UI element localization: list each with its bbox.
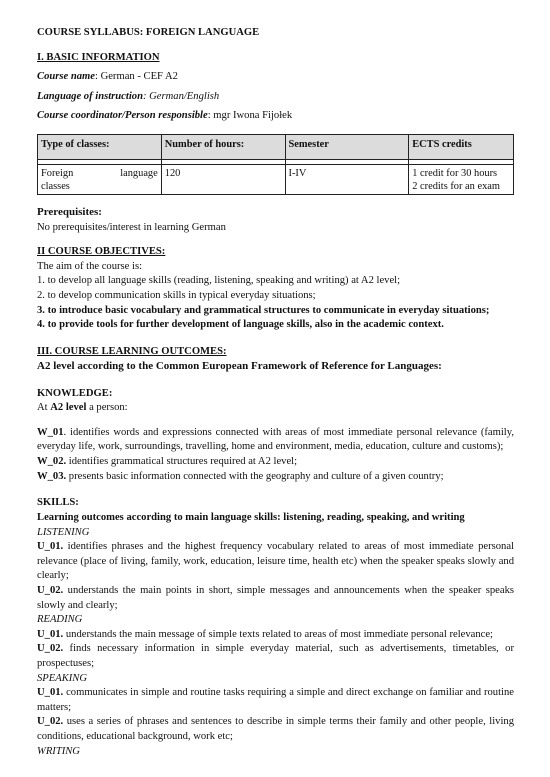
listening-outcome-item: U_01. identifies phrases and the highest frequency vocabulary related to areas of most immediate personal relevance (place of living, family, work, education, leisure time, health etc) when the speaker speaks slowly and clearly; xyxy=(37,541,514,582)
skills-heading: SKILLS: xyxy=(37,497,79,509)
prerequisites-text: No prerequisites/interest in learning German xyxy=(37,221,226,233)
knowledge-heading: KNOWLEDGE: xyxy=(37,387,113,399)
knowledge-intro: At A2 level a person: xyxy=(37,402,128,414)
objectives-section xyxy=(37,245,514,333)
writing-label: WRITING xyxy=(37,745,80,757)
knowledge-outcome-item: W_02. identifies grammatical structures required at A2 level; xyxy=(37,456,298,468)
skills-section xyxy=(37,496,514,759)
basic-information-section xyxy=(37,51,514,124)
speaking-outcome-item: U_02. uses a series of phrases and sentences to describe in simple terms their family and other people, living conditions, educational background, work etc; xyxy=(37,716,514,743)
listening-outcome-item: U_02. understands the main points in short, simple messages and announcements when the speaker speaks slowly and clearly; xyxy=(37,584,514,611)
course-name-value: : German - CEF A2 xyxy=(94,71,178,83)
reading-outcome-item: U_02. finds necessary information in simple everyday material, such as advertisements, timetables, or prospectuses; xyxy=(37,643,514,669)
coordinator-value: : mgr Iwona Fijołek xyxy=(207,110,293,122)
cell-semester: I-IV xyxy=(285,165,409,195)
course-info-table xyxy=(37,134,514,195)
listening-label: LISTENING xyxy=(37,526,90,538)
reading-label: READING xyxy=(37,614,83,626)
document-title: COURSE SYLLABUS: FOREIGN LANGUAGE xyxy=(37,27,260,38)
coordinator-row: Course coordinator/Person responsible: mgr Iwona Fijołek xyxy=(37,110,293,122)
basic-information-heading: I. BASIC INFORMATION xyxy=(37,51,160,63)
cell-number-of-hours: 120 xyxy=(161,165,285,195)
header-semester: Semester xyxy=(285,135,409,160)
objective-item: 2. to develop communication skills in typical everyday situations; xyxy=(37,290,316,302)
reading-outcome-item: U_01. understands the main message of simple texts related to areas of most immediate personal relevance; xyxy=(37,628,493,640)
cell-ects-credits: 1 credit for 30 hours 2 credits for an exam xyxy=(409,165,514,195)
header-number-of-hours: Number of hours: xyxy=(161,135,285,160)
objectives-intro: The aim of the course is: xyxy=(37,260,143,272)
skills-subheading: Learning outcomes according to main language skills: listening, reading, speaking, and writing xyxy=(37,511,465,523)
header-ects-credits: ECTS credits xyxy=(409,135,514,160)
outcomes-section xyxy=(37,345,514,375)
instruction-language-value: : German/English xyxy=(142,90,220,102)
objective-item: 4. to provide tools for further development of language skills, also in the academic context. xyxy=(37,319,444,331)
prerequisites-section xyxy=(37,205,514,235)
table-row xyxy=(38,165,514,195)
header-type-of-classes: Type of classes: xyxy=(38,135,162,160)
knowledge-outcome-item: W_01. identifies words and expressions connected with areas of most immediate personal relevance (family, everyday life, work, surroundings, travelling, home and environment, media, education, culture and customs); xyxy=(37,426,514,453)
instruction-language-row: Language of instruction: German/English xyxy=(37,90,220,102)
speaking-label: SPEAKING xyxy=(37,672,88,684)
objective-item: 1. to develop all language skills (reading, listening, speaking and writing) at A2 level; xyxy=(37,275,401,287)
outcomes-subheading: A2 level according to the Common European Framework of Reference for Languages: xyxy=(37,360,442,373)
knowledge-outcome-item: W_03. presents basic information connected with the geography and culture of a given country; xyxy=(37,470,444,482)
course-name-row: Course name: German - CEF A2 xyxy=(37,71,178,83)
outcomes-heading: III. COURSE LEARNING OUTCOMES: xyxy=(37,345,227,357)
objective-item: 3. to introduce basic vocabulary and grammatical structures to communicate in everyday situations; xyxy=(37,304,490,316)
prerequisites-heading: Prerequisites: xyxy=(37,206,102,219)
speaking-outcome-item: U_01. communicates in simple and routine tasks requiring a simple and direct exchange on familiar and routine matters; xyxy=(37,687,514,713)
cell-type-of-classes: Foreign language classes xyxy=(38,165,162,195)
knowledge-section xyxy=(37,387,514,485)
objectives-heading: II COURSE OBJECTIVES: xyxy=(37,246,166,258)
table-header-row xyxy=(38,135,514,160)
